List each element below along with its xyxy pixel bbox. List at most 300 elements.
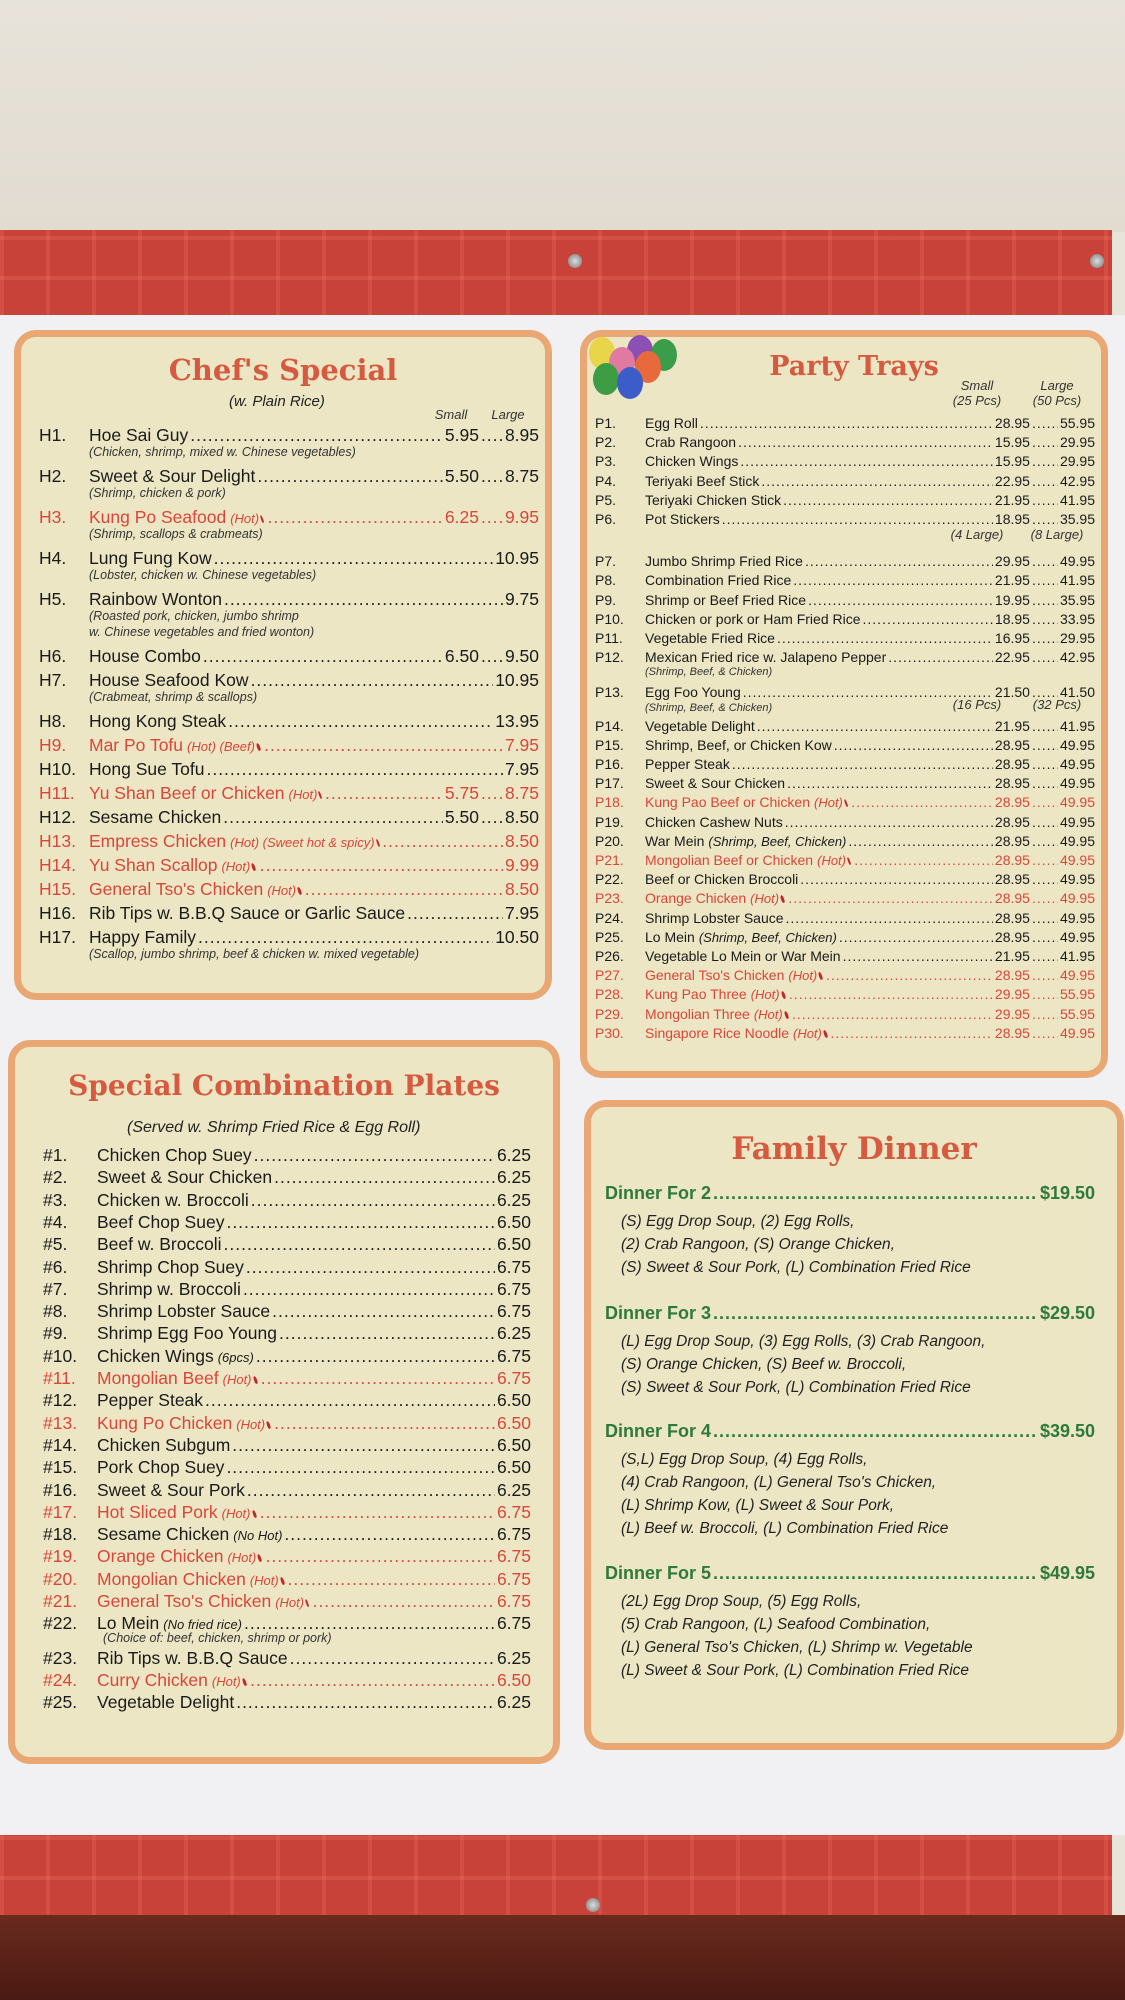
dot-leader — [1032, 871, 1058, 887]
item-price-small: 18.95 — [994, 610, 1030, 627]
item-price-small: 28.95 — [994, 813, 1030, 830]
dot-leader — [325, 783, 443, 804]
dot-leader — [254, 1145, 495, 1166]
dot-leader — [1032, 852, 1058, 868]
item-code: H16. — [39, 903, 76, 923]
combo-item-18[interactable] — [43, 1524, 531, 1545]
item-price-large: 9.75 — [504, 589, 539, 609]
dinner-price: $19.50 — [1039, 1183, 1095, 1203]
dinner-contents: (2) Crab Rangoon, (S) Orange Chicken, — [621, 1236, 895, 1253]
dinner-contents: (L) Shrimp Kow, (L) Sweet & Sour Pork, — [621, 1497, 895, 1514]
item-code: P8. — [595, 572, 617, 589]
item-price-price: 6.25 — [496, 1189, 531, 1210]
dot-leader — [481, 425, 503, 446]
dot-leader — [1032, 890, 1058, 906]
item-code: #16. — [43, 1479, 78, 1500]
combo-item-7[interactable] — [43, 1279, 531, 1300]
dot-leader — [226, 1457, 495, 1478]
hot-pepper-icon — [818, 972, 823, 980]
item-price-large: 49.95 — [1059, 736, 1095, 753]
combo-item-21[interactable] — [43, 1591, 531, 1612]
item-price-large: 10.95 — [495, 548, 539, 568]
dot-leader — [382, 831, 503, 852]
hot-pepper-icon — [318, 791, 322, 799]
col-large-pcs: (50 Pcs) — [1032, 393, 1082, 408]
item-name: House Combo — [89, 646, 201, 666]
menu-item-h14[interactable] — [39, 855, 539, 876]
tray-item-p9[interactable] — [595, 592, 1095, 608]
tray-item-p21[interactable] — [595, 852, 1095, 868]
item-name: Mexican Fried rice w. Jalapeno Pepper — [645, 649, 887, 666]
dot-leader — [1032, 929, 1058, 945]
tray-item-p17[interactable] — [595, 775, 1095, 791]
dot-leader — [1032, 473, 1058, 489]
dot-leader — [800, 871, 993, 887]
dot-leader — [261, 1368, 495, 1389]
dot-leader — [1032, 611, 1058, 627]
item-price-small: 28.95 — [994, 852, 1030, 868]
item-price-large: 29.95 — [1059, 630, 1095, 646]
dot-leader — [839, 929, 993, 945]
item-name: Orange Chicken — [97, 1546, 224, 1567]
chefs-special-title: Chef's Special — [168, 353, 398, 387]
combo-item-10[interactable] — [43, 1346, 531, 1367]
item-note: (Hot) — [221, 859, 251, 874]
dot-leader — [1032, 1006, 1058, 1022]
item-code: P29. — [595, 1005, 624, 1022]
family-dinner-title: Family Dinner — [731, 1131, 977, 1167]
combo-item-14[interactable] — [43, 1435, 531, 1456]
dot-leader — [783, 492, 993, 508]
item-name: Sweet & Sour Delight — [89, 466, 256, 486]
col-large: Large — [1040, 378, 1074, 393]
item-code: #4. — [43, 1211, 68, 1232]
combination-plates-panel — [8, 1040, 560, 1764]
item-code: #24. — [43, 1669, 78, 1690]
item-code: #20. — [43, 1568, 78, 1589]
menu-item-h15[interactable] — [39, 879, 539, 900]
item-description: (Shrimp, chicken & pork) — [89, 486, 226, 500]
dot-leader — [793, 572, 993, 588]
dot-leader — [1032, 649, 1058, 665]
dot-leader — [1032, 814, 1058, 830]
dot-leader — [243, 1279, 495, 1300]
item-price-price: 6.75 — [496, 1613, 531, 1634]
combo-item-11[interactable] — [43, 1368, 531, 1389]
item-price-large: 49.95 — [1059, 928, 1095, 945]
item-price-large: 49.95 — [1059, 967, 1095, 984]
dot-leader — [713, 1421, 1038, 1442]
item-code: P14. — [595, 717, 624, 734]
combo-item-24[interactable] — [43, 1670, 531, 1691]
tray-item-p13[interactable] — [595, 684, 1095, 700]
item-price-small: 21.95 — [994, 572, 1030, 589]
tray-item-p16[interactable] — [595, 756, 1095, 772]
item-price-price: 6.75 — [496, 1501, 531, 1522]
item-code: P23. — [595, 890, 624, 907]
item-code: P26. — [595, 948, 624, 964]
item-code: #21. — [43, 1591, 78, 1611]
item-price-large: 49.95 — [1059, 852, 1095, 868]
item-name: Pepper Steak — [645, 756, 730, 772]
item-price-large: 41.50 — [1059, 684, 1095, 701]
item-note: (Hot) — [753, 1006, 783, 1022]
item-code: H4. — [39, 548, 67, 568]
dot-leader — [843, 948, 993, 964]
dot-leader — [232, 1435, 495, 1456]
item-price-price: 6.25 — [496, 1647, 531, 1668]
tray-item-p28[interactable] — [595, 986, 1095, 1002]
item-name: Sweet & Sour Pork — [97, 1479, 245, 1500]
dinner-contents: (S) Sweet & Sour Pork, (L) Combination Fried Rice — [621, 1379, 971, 1396]
item-note: (Hot) — [222, 1372, 252, 1387]
item-price-small: 28.95 — [994, 1024, 1030, 1041]
dot-leader — [251, 670, 494, 691]
item-name: Rib Tips w. B.B.Q Sauce — [97, 1647, 288, 1668]
item-price-small: 28.95 — [994, 832, 1030, 849]
item-price-small: 21.50 — [994, 684, 1030, 701]
item-code: #6. — [43, 1256, 68, 1277]
item-code: P16. — [595, 756, 624, 772]
item-name: Orange Chicken — [645, 890, 747, 907]
item-name: Shrimp w. Broccoli — [97, 1278, 241, 1299]
dot-leader — [888, 649, 993, 665]
item-code: #17. — [43, 1501, 78, 1522]
dot-leader — [264, 735, 503, 756]
dinner-contents: (L) Sweet & Sour Pork, (L) Combination Fried Rice — [621, 1662, 970, 1679]
dot-leader — [826, 967, 993, 983]
item-code: P2. — [595, 434, 617, 451]
dot-leader — [1032, 967, 1058, 983]
item-code: P27. — [595, 967, 624, 984]
dot-leader — [863, 611, 993, 627]
item-price-small: 5.75 — [444, 783, 479, 803]
item-code: H5. — [39, 589, 67, 609]
dot-leader — [1032, 775, 1058, 791]
tray-item-p4[interactable] — [595, 473, 1095, 489]
item-price-price: 6.50 — [496, 1390, 531, 1411]
dinner-header[interactable] — [605, 1563, 1095, 1584]
item-code: P25. — [595, 928, 624, 945]
dinner-contents: (4) Crab Rangoon, (L) General Tso's Chicken, — [621, 1474, 937, 1491]
item-code: H11. — [39, 783, 75, 803]
item-price-large: 8.95 — [504, 425, 539, 445]
item-name: Beef w. Broccoli — [97, 1234, 222, 1255]
hot-pepper-icon — [844, 799, 849, 807]
item-price-large: 9.50 — [504, 646, 539, 666]
combo-item-13[interactable] — [43, 1413, 531, 1434]
item-code: #18. — [43, 1524, 78, 1545]
item-price-price: 6.50 — [496, 1234, 531, 1255]
dinner-header[interactable] — [605, 1183, 1095, 1204]
tray-item-p14[interactable] — [595, 718, 1095, 734]
dot-leader — [792, 1006, 993, 1022]
menu-item-h9[interactable] — [39, 735, 539, 756]
item-price-large: 41.95 — [1059, 572, 1095, 589]
item-note: (Shrimp, Beef, Chicken) — [708, 833, 847, 849]
menu-item-h7[interactable] — [39, 670, 539, 691]
dot-leader — [1032, 415, 1058, 431]
dot-leader — [1032, 833, 1058, 849]
item-code: #5. — [43, 1234, 68, 1255]
combo-item-20[interactable] — [43, 1569, 531, 1590]
dot-leader — [481, 807, 503, 828]
item-name: Shrimp Lobster Sauce — [645, 909, 784, 926]
tray-item-p30[interactable] — [595, 1025, 1095, 1041]
hot-pepper-icon — [279, 1576, 284, 1584]
dinner-header[interactable] — [605, 1421, 1095, 1442]
combo-item-9[interactable] — [43, 1323, 531, 1344]
tray-item-p1[interactable] — [595, 415, 1095, 431]
chefs-special-subtitle: (w. Plain Rice) — [229, 393, 325, 410]
item-note: (Hot) — [227, 1550, 257, 1566]
item-name: Shrimp Egg Foo Young — [97, 1323, 277, 1344]
item-name: Beef Chop Suey — [97, 1211, 225, 1232]
item-description: (Crabmeat, shrimp & scallops) — [89, 690, 258, 704]
item-code: P1. — [595, 415, 617, 431]
item-name: War Mein — [645, 832, 705, 849]
item-price-large: 55.95 — [1059, 415, 1095, 431]
item-price-price: 6.75 — [496, 1591, 531, 1611]
item-code: #12. — [43, 1390, 78, 1411]
tray-item-p22[interactable] — [595, 871, 1095, 887]
item-price-large: 29.95 — [1059, 434, 1095, 451]
item-note: (Hot) — [275, 1595, 305, 1610]
item-note: (Hot) — [750, 891, 780, 907]
dot-leader — [407, 903, 503, 924]
tray-item-p26[interactable] — [595, 948, 1095, 964]
menu-item-h3[interactable] — [39, 507, 539, 528]
tray-item-p8[interactable] — [595, 572, 1095, 588]
item-price-large: 49.95 — [1059, 871, 1095, 888]
item-price-large: 33.95 — [1059, 610, 1095, 627]
item-name: Lo Mein — [97, 1613, 160, 1634]
item-price-large: 41.95 — [1059, 948, 1095, 964]
item-code: P15. — [595, 736, 624, 753]
combo-item-1[interactable] — [43, 1145, 531, 1166]
item-price-price: 6.50 — [496, 1457, 531, 1478]
tray-item-p15[interactable] — [595, 737, 1095, 753]
item-note: (Hot) (Sweet hot & spicy) — [230, 835, 375, 850]
combo-item-2[interactable] — [43, 1167, 531, 1188]
dinner-header[interactable] — [605, 1303, 1095, 1324]
item-name: Sesame Chicken — [89, 807, 222, 827]
item-price-large: 49.95 — [1059, 813, 1095, 830]
menu-item-h2[interactable] — [39, 466, 539, 487]
item-code: P21. — [595, 852, 624, 868]
item-name: Hot Sliced Pork — [97, 1501, 218, 1522]
dot-leader — [236, 1692, 495, 1713]
screw-icon — [568, 254, 582, 268]
dot-leader — [1032, 794, 1058, 810]
tray-item-p20[interactable] — [595, 833, 1095, 849]
item-name: Sweet & Sour Chicken — [645, 775, 786, 792]
combo-item-17[interactable] — [43, 1502, 531, 1523]
tray-item-p27[interactable] — [595, 967, 1095, 983]
item-price-price: 6.75 — [496, 1546, 531, 1567]
item-price-large: 49.95 — [1059, 553, 1095, 570]
combo-item-5[interactable] — [43, 1234, 531, 1255]
item-price-large: 49.95 — [1059, 890, 1095, 907]
combo-item-3[interactable] — [43, 1190, 531, 1211]
item-name: Mongolian Beef — [97, 1368, 219, 1388]
dot-leader — [265, 1546, 494, 1567]
dot-leader — [1032, 1025, 1058, 1041]
tray-item-p19[interactable] — [595, 814, 1095, 830]
combo-item-4[interactable] — [43, 1212, 531, 1233]
item-price-small: 6.25 — [444, 507, 479, 527]
menu-item-h1[interactable] — [39, 425, 539, 446]
item-note: (Hot) (Beef) — [187, 739, 255, 754]
item-name: Jumbo Shrimp Fried Rice — [645, 553, 803, 570]
item-price-large: 35.95 — [1059, 591, 1095, 608]
item-name: Happy Family — [89, 927, 196, 947]
item-description: (Chicken, shrimp, mixed w. Chinese vegetables) — [89, 445, 356, 459]
tray-item-p12[interactable] — [595, 649, 1095, 665]
item-note: (Hot) — [249, 1572, 279, 1588]
item-price-price: 6.75 — [496, 1278, 531, 1299]
dot-leader — [284, 1524, 495, 1545]
dinner-price: $49.95 — [1039, 1563, 1095, 1583]
item-name: Yu Shan Beef or Chicken — [89, 783, 285, 803]
tray-item-p2[interactable] — [595, 434, 1095, 450]
item-price-small: 29.95 — [994, 986, 1030, 1003]
item-note: (Hot) — [750, 987, 780, 1003]
dot-leader — [713, 1303, 1038, 1324]
item-price-small: 29.95 — [994, 553, 1030, 570]
item-price-small: 22.95 — [994, 472, 1030, 489]
combo-item-8[interactable] — [43, 1301, 531, 1322]
wall — [0, 0, 1125, 232]
hot-pepper-icon — [375, 839, 379, 847]
tray-item-p24[interactable] — [595, 910, 1095, 926]
party-trays-panel — [580, 330, 1108, 1078]
menu-item-h13[interactable] — [39, 831, 539, 852]
item-name: Pot Stickers — [645, 511, 720, 527]
tray-item-p23[interactable] — [595, 890, 1095, 906]
dot-leader — [1032, 756, 1058, 772]
item-price-small: 21.95 — [994, 491, 1030, 508]
item-code: P30. — [595, 1024, 624, 1041]
item-code: P3. — [595, 453, 617, 470]
combo-item-12[interactable] — [43, 1390, 531, 1411]
tray-item-p11[interactable] — [595, 630, 1095, 646]
tray-item-p6[interactable] — [595, 511, 1095, 527]
item-price-small: 28.95 — [994, 794, 1030, 811]
item-price-small: 21.95 — [994, 948, 1030, 964]
item-price-large: 8.50 — [504, 807, 539, 827]
combo-item-16[interactable] — [43, 1480, 531, 1501]
menu-item-h12[interactable] — [39, 807, 539, 828]
item-note: (Hot) — [814, 795, 843, 811]
item-price-price: 6.50 — [496, 1412, 531, 1433]
item-code: P9. — [595, 591, 617, 608]
item-name: Hong Sue Tofu — [89, 759, 205, 779]
tray-item-p25[interactable] — [595, 929, 1095, 945]
item-price-large: 8.50 — [504, 879, 539, 899]
dot-leader — [305, 879, 503, 900]
item-name: Chicken Wings — [97, 1345, 214, 1366]
item-price-large: 49.95 — [1059, 1024, 1095, 1041]
item-code: H1. — [39, 425, 67, 445]
item-code: #3. — [43, 1189, 68, 1210]
menu-item-h16[interactable] — [39, 903, 539, 924]
item-price-large: 35.95 — [1059, 511, 1095, 527]
wood-ledge — [0, 1915, 1125, 2000]
dot-leader — [1032, 492, 1058, 508]
dot-leader — [805, 553, 993, 569]
dinner-name: Dinner For 2 — [605, 1183, 712, 1203]
dot-leader — [834, 737, 993, 753]
tray-item-p10[interactable] — [595, 611, 1095, 627]
menu-item-h10[interactable] — [39, 759, 539, 780]
tray-item-p18[interactable] — [595, 794, 1095, 810]
item-price-large: 49.95 — [1059, 832, 1095, 849]
menu-item-h5[interactable] — [39, 589, 539, 610]
item-note: (Hot) — [267, 883, 297, 898]
dinner-contents: (L) Egg Drop Soup, (3) Egg Rolls, (3) Crab Rangoon, — [621, 1333, 986, 1350]
item-name: Mongolian Beef or Chicken — [645, 852, 814, 868]
dot-leader — [214, 548, 494, 569]
item-name: Empress Chicken — [89, 831, 227, 851]
dot-leader — [1032, 718, 1058, 734]
hot-pepper-icon — [260, 515, 265, 523]
item-price-large: 13.95 — [495, 711, 539, 731]
item-price-large: 41.95 — [1059, 491, 1095, 508]
item-price-small: 28.95 — [994, 928, 1030, 945]
item-price-large: 29.95 — [1059, 453, 1095, 470]
tray-item-p29[interactable] — [595, 1006, 1095, 1022]
menu-item-h17[interactable] — [39, 927, 539, 948]
combo-item-6[interactable] — [43, 1257, 531, 1278]
item-code: #1. — [43, 1145, 68, 1165]
dot-leader — [854, 852, 993, 868]
tray-item-p3[interactable] — [595, 453, 1095, 469]
tray-item-p7[interactable] — [595, 553, 1095, 569]
combo-item-15[interactable] — [43, 1457, 531, 1478]
combo-item-23[interactable] — [43, 1648, 531, 1669]
hot-pepper-icon — [783, 1010, 789, 1019]
menu-item-h8[interactable] — [39, 711, 539, 732]
dot-leader — [700, 415, 993, 431]
item-name: General Tso's Chicken — [89, 879, 264, 899]
item-code: H17. — [39, 927, 76, 947]
dot-leader — [1032, 630, 1058, 646]
combo-item-25[interactable] — [43, 1692, 531, 1713]
dot-leader — [713, 1183, 1038, 1204]
item-name: Chicken Wings — [645, 453, 739, 470]
item-name: Hoe Sai Guy — [89, 425, 189, 445]
tray-item-p5[interactable] — [595, 492, 1095, 508]
item-price-large: 49.95 — [1059, 775, 1095, 792]
item-name: Beef or Chicken Broccoli — [645, 871, 799, 888]
menu-item-h4[interactable] — [39, 548, 539, 569]
menu-item-h11[interactable] — [39, 783, 539, 804]
item-note: (6pcs) — [217, 1349, 254, 1365]
item-code: P10. — [595, 610, 624, 627]
dot-leader — [250, 1670, 495, 1691]
menu-item-h6[interactable] — [39, 646, 539, 667]
hot-pepper-icon — [257, 1554, 263, 1563]
item-price-large: 41.95 — [1059, 717, 1095, 734]
item-price-price: 6.50 — [496, 1211, 531, 1232]
hot-pepper-icon — [780, 895, 786, 904]
hot-pepper-icon — [251, 1509, 257, 1518]
dot-leader — [777, 630, 993, 646]
item-code: H7. — [39, 670, 67, 690]
combo-item-19[interactable] — [43, 1546, 531, 1567]
item-note: (Hot) — [230, 511, 260, 526]
